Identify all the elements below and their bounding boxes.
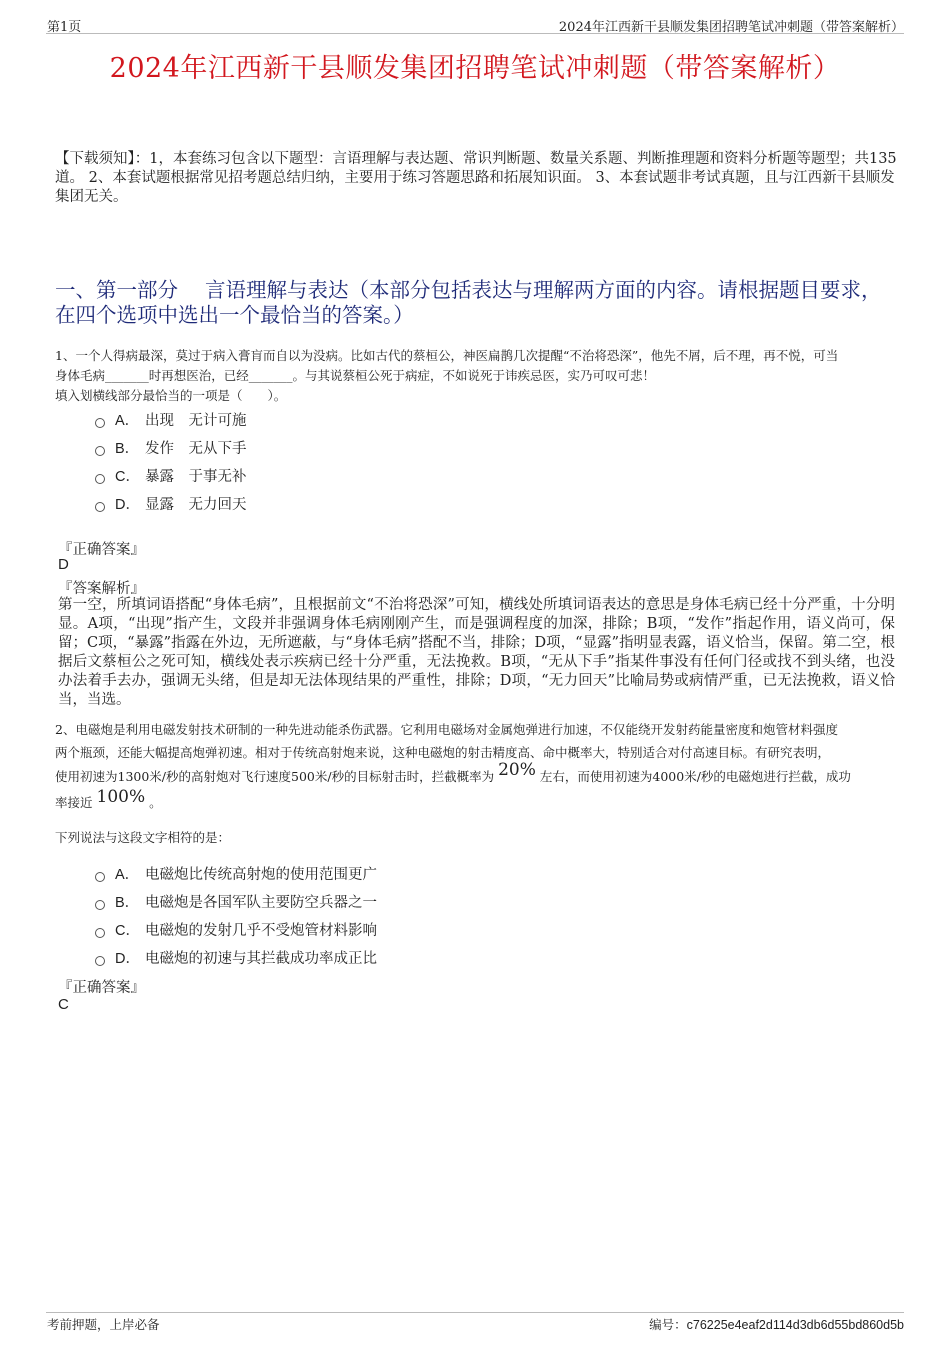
- q2-percent-20: 20%: [498, 760, 536, 780]
- q2-option-c[interactable]: [95, 919, 377, 940]
- q2-stem-line-3: [55, 760, 851, 787]
- option-text: 电磁炮比传统高射炮的使用范围更广: [145, 867, 377, 883]
- q1-answer: D: [58, 556, 69, 573]
- q1-analysis: 第一空，所填词语搭配“身体毛病”，且根据前文“不治将恐深”可知，横线处所填词语表达的意思是身体毛病已经十分严重，十分明显。A项，“出现”指产生，文段并非强调身体毛病刚刚产生，而是强调程度的加深，排除；B项，“发作”指起作用，语义尚可，保留；C项，“暴露”指露在外边，无所遮蔽，与“身体毛病”搭配不当，排除；D项，“显露”指明显表露，语义恰当，保留。第二空，根据后文蔡桓公之死可知，横线处表示疾病已经十分严重，无法挽救。B项，“无从下手”指某件事没有任何门径或找不到头绪，也没办法着手去办，强调无头绪，但是却无法体现结果的严重性，排除；D项，“无力回天”比喻局势或病情严重，已无法挽救，语义恰当，当选。: [58, 597, 895, 708]
- radio-icon[interactable]: [95, 474, 105, 484]
- running-title: 2024年江西新干县顺发集团招聘笔试冲刺题（带答案解析）: [558, 20, 904, 35]
- option-letter: B．: [115, 895, 140, 911]
- option-letter: B．: [115, 441, 140, 457]
- footer-rule: [46, 1312, 904, 1313]
- radio-icon[interactable]: [95, 928, 105, 938]
- option-text: 发作 无从下手: [145, 441, 247, 457]
- section-heading: 一、第一部分 言语理解与表达（本部分包括表达与理解两方面的内容。请根据题目要求，在四个选项中选出一个最恰当的答案。）: [55, 278, 882, 327]
- q1-option-c[interactable]: [95, 465, 247, 486]
- option-text: 出现 无计可施: [145, 413, 247, 429]
- q2-stem-line-3-part-a: 使用初速为1300米/秒的高射炮对飞行速度500米/秒的目标射击时，拦截概率为: [55, 769, 495, 784]
- radio-icon[interactable]: [95, 956, 105, 966]
- option-text: 电磁炮的初速与其拦截成功率成正比: [145, 951, 377, 967]
- download-notice: 【下载须知】：1，本套练习包含以下题型：言语理解与表达题、常识判断题、数量关系题、判断推理题和资料分析题等题型；共135道。 2、本套试题根据常见招考题总结归纳，主要用于练习答题思路和拓展知识面。 3、本套试题非考试真题，且与江西新干县顺发集团无关。: [55, 151, 897, 205]
- q1-stem-line-2: 身体毛病_______时再想医治，已经_______。与其说蔡桓公死于病症，不如说死于讳疾忌医，实乃可叹可悲！: [55, 368, 656, 383]
- radio-icon[interactable]: [95, 900, 105, 910]
- q1-option-a[interactable]: [95, 409, 247, 430]
- q2-stem-line-3-part-b: 左右，而使用初速为4000米/秒的电磁炮进行拦截，成功: [539, 769, 851, 784]
- q1-option-b[interactable]: [95, 437, 247, 458]
- footer-code: [649, 1315, 904, 1333]
- option-letter: D．: [115, 951, 140, 967]
- q2-stem-line-4: [55, 787, 162, 813]
- option-text: 暴露 于事无补: [145, 469, 247, 485]
- q2-stem-line-2: 两个瓶颈，还能大幅提高炮弹初速。相对于传统高射炮来说，这种电磁炮的射击精度高、命中概率大，特别适合对付高速目标。有研究表明，: [55, 745, 831, 760]
- q1-answer-label: 『正确答案』: [58, 542, 145, 558]
- footer-slogan: 考前押题，上岸必备: [47, 1317, 160, 1332]
- option-letter: C．: [115, 469, 140, 485]
- q2-option-d[interactable]: [95, 947, 377, 968]
- q2-answer: C: [58, 996, 69, 1013]
- q2-option-b[interactable]: [95, 891, 377, 912]
- q2-stem-line-4-part-b: 。: [149, 795, 162, 810]
- footer-code-value: c76225e4eaf2d114d3db6d55bd860d5b: [686, 1318, 904, 1332]
- q2-option-a[interactable]: [95, 863, 377, 884]
- q1-analysis-label: 『答案解析』: [58, 581, 145, 597]
- header-rule: [46, 33, 904, 34]
- document-title: 2024年江西新干县顺发集团招聘笔试冲刺题（带答案解析）: [109, 53, 841, 84]
- option-text: 电磁炮是各国军队主要防空兵器之一: [145, 895, 377, 911]
- q1-option-d[interactable]: [95, 493, 247, 514]
- q2-stem-line-4-part-a: 率接近: [55, 795, 93, 810]
- option-letter: A．: [115, 867, 140, 883]
- option-letter: C．: [115, 923, 140, 939]
- radio-icon[interactable]: [95, 502, 105, 512]
- radio-icon[interactable]: [95, 872, 105, 882]
- page-number: 第1页: [47, 20, 82, 35]
- footer-code-label: 编号：: [649, 1317, 687, 1332]
- option-letter: A．: [115, 413, 140, 429]
- radio-icon[interactable]: [95, 418, 105, 428]
- q2-stem-line-1: 2、电磁炮是利用电磁发射技术研制的一种先进动能杀伤武器。它利用电磁场对金属炮弹进行加速，不仅能绕开发射药能量密度和炮管材料强度: [55, 722, 838, 737]
- q2-prompt: 下列说法与这段文字相符的是：: [55, 830, 231, 845]
- q2-percent-100: 100%: [96, 787, 146, 807]
- option-letter: D．: [115, 497, 140, 513]
- q1-stem-line-3: 填入划横线部分最恰当的一项是（ ）。: [55, 388, 287, 403]
- option-text: 显露 无力回天: [145, 497, 247, 513]
- q2-answer-label: 『正确答案』: [58, 980, 145, 996]
- radio-icon[interactable]: [95, 446, 105, 456]
- q1-stem-line-1: 1、一个人得病最深，莫过于病入膏肓而自以为没病。比如古代的蔡桓公，神医扁鹊几次提醒“不治将恐深”，他先不屑，后不理，再不悦，可当: [55, 348, 839, 363]
- option-text: 电磁炮的发射几乎不受炮管材料影响: [145, 923, 377, 939]
